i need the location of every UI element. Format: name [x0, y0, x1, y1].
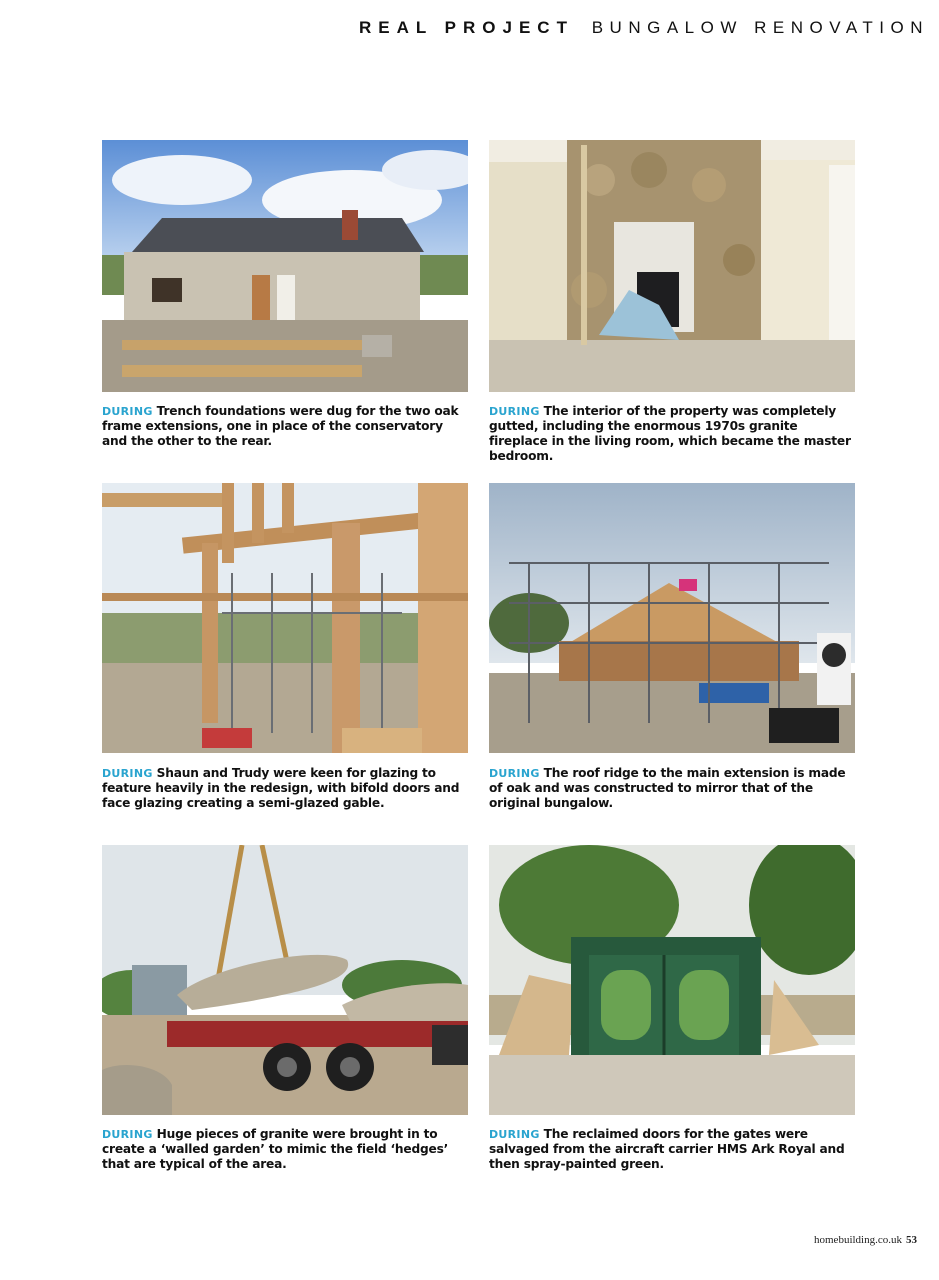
running-header [359, 18, 929, 38]
caption-text: Huge pieces of granite were brought in to create a ‘walled garden’ to mimic the field ‘hedges’ that are typical of the area. [102, 1127, 449, 1171]
photo-roof-ridge [489, 483, 855, 753]
page-number: 53 [906, 1234, 917, 1246]
header-section: REAL PROJECT [358, 18, 574, 37]
photo-foundations [102, 140, 468, 392]
caption-tag: DURING [489, 767, 540, 780]
caption-tag: DURING [489, 405, 540, 418]
photo-granite-lorry [102, 845, 468, 1115]
caption-2 [489, 404, 855, 464]
caption-text: The roof ridge to the main extension is made of oak and was constructed to mirror that of the original bungalow. [489, 766, 846, 810]
header-title: BUNGALOW RENOVATION [591, 18, 929, 37]
footer-site: homebuilding.co.uk [814, 1234, 902, 1246]
caption-tag: DURING [102, 767, 153, 780]
caption-4 [489, 766, 855, 811]
photo-oak-frame [102, 483, 468, 753]
photo-interior [489, 140, 855, 392]
caption-3 [102, 766, 468, 811]
caption-text: Shaun and Trudy were keen for glazing to feature heavily in the redesign, with bifold doors and face glazing creating a semi-glazed gable. [102, 766, 460, 810]
caption-tag: DURING [102, 405, 153, 418]
caption-6 [489, 1127, 855, 1172]
caption-tag: DURING [102, 1128, 153, 1141]
caption-text: Trench foundations were dug for the two oak frame extensions, one in place of the conservatory and the other to the rear. [102, 404, 459, 448]
photo-green-gates [489, 845, 855, 1115]
caption-tag: DURING [489, 1128, 540, 1141]
caption-text: The interior of the property was completely gutted, including the enormous 1970s granite fireplace in the living room, which became the master bedroom. [489, 404, 851, 463]
caption-text: The reclaimed doors for the gates were salvaged from the aircraft carrier HMS Ark Royal and then spray-painted green. [489, 1127, 845, 1171]
page-footer [814, 1234, 917, 1246]
caption-1 [102, 404, 468, 449]
caption-5 [102, 1127, 468, 1172]
